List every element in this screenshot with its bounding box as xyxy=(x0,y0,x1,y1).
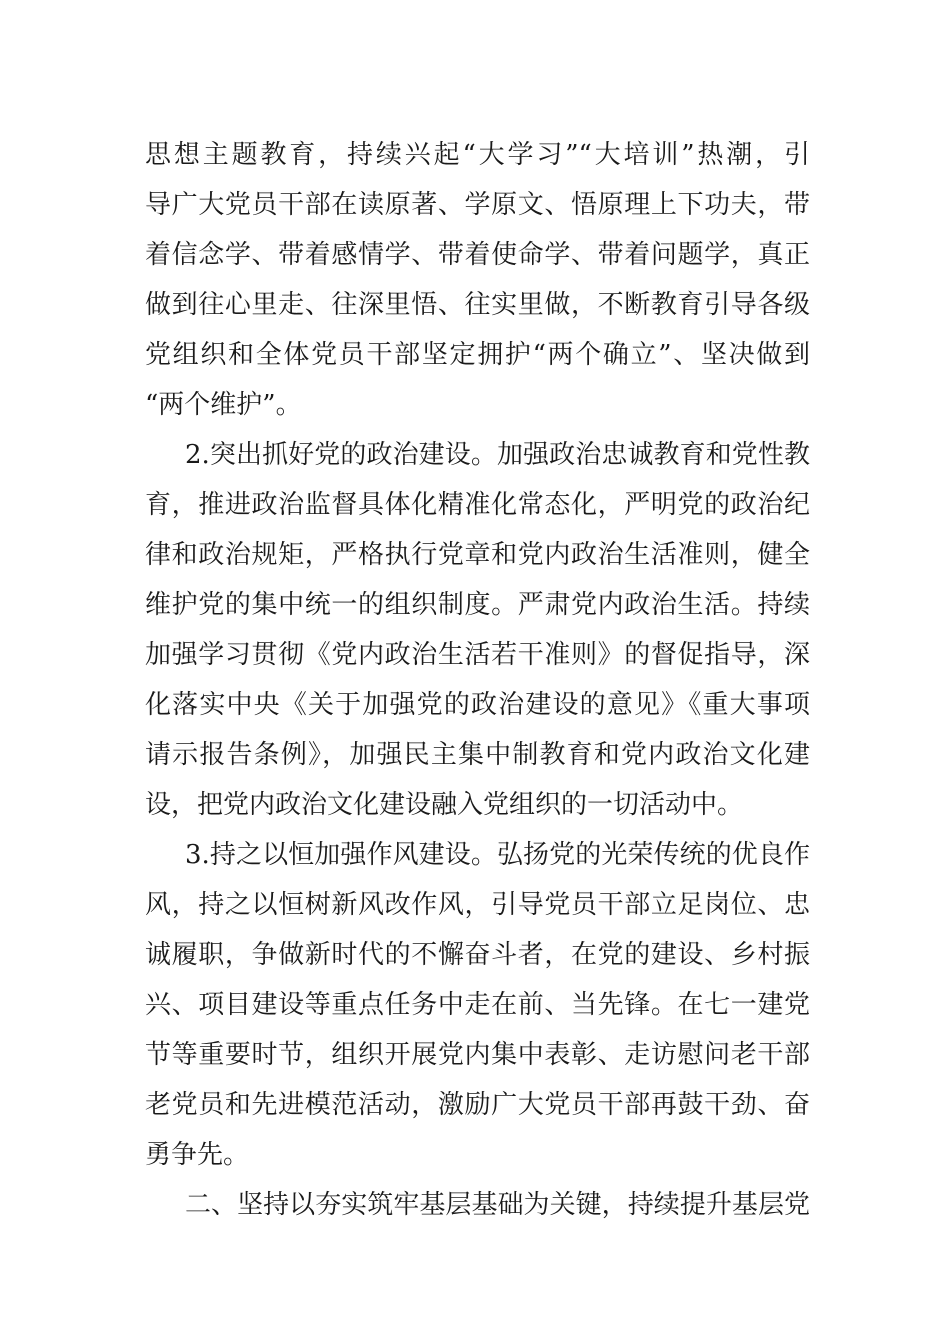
section-heading-line: 二、坚持以夯实筑牢基层基础为关键，持续提升基层党 xyxy=(185,1190,810,1220)
text-line: 育，推进政治监督具体化精准化常态化，严明党的政治纪 xyxy=(145,490,810,520)
text-line: 老党员和先进模范活动，激励广大党员干部再鼓干劲、奋 xyxy=(145,1090,810,1120)
text-line: “两个维护”。 xyxy=(145,390,302,420)
text-line: 加强学习贯彻《党内政治生活若干准则》的督促指导，深 xyxy=(145,640,810,670)
text-line: 节等重要时节，组织开展党内集中表彰、走访慰问老干部 xyxy=(145,1040,810,1070)
paragraph-2-heading-line: 2.突出抓好党的政治建设。加强政治忠诚教育和党性教 xyxy=(185,440,810,470)
text-line: 设，把党内政治文化建设融入党组织的一切活动中。 xyxy=(145,790,744,820)
text-line: 请示报告条例》，加强民主集中制教育和党内政治文化建 xyxy=(145,740,810,770)
text-line: 思想主题教育，持续兴起“大学习”“大培训”热潮，引 xyxy=(145,140,810,170)
text-line: 诚履职，争做新时代的不懈奋斗者，在党的建设、乡村振 xyxy=(145,940,810,970)
text-line: 兴、项目建设等重点任务中走在前、当先锋。在七一建党 xyxy=(145,990,810,1020)
text-line: 律和政治规矩，严格执行党章和党内政治生活准则，健全 xyxy=(145,540,810,570)
text-line: 着信念学、带着感情学、带着使命学、带着问题学，真正 xyxy=(145,240,810,270)
paragraph-3-heading-line: 3.持之以恒加强作风建设。弘扬党的光荣传统的优良作 xyxy=(185,840,810,870)
text-line: 化落实中央《关于加强党的政治建设的意见》《重大事项 xyxy=(145,690,810,720)
text-line: 做到往心里走、往深里悟、往实里做，不断教育引导各级 xyxy=(145,290,810,320)
text-line: 勇争先。 xyxy=(145,1140,250,1170)
text-line: 党组织和全体党员干部坚定拥护“两个确立”、坚决做到 xyxy=(145,340,810,370)
text-line: 维护党的集中统一的组织制度。严肃党内政治生活。持续 xyxy=(145,590,810,620)
text-line: 导广大党员干部在读原著、学原文、悟原理上下功夫，带 xyxy=(145,190,810,220)
text-line: 风，持之以恒树新风改作风，引导党员干部立足岗位、忠 xyxy=(145,890,810,920)
